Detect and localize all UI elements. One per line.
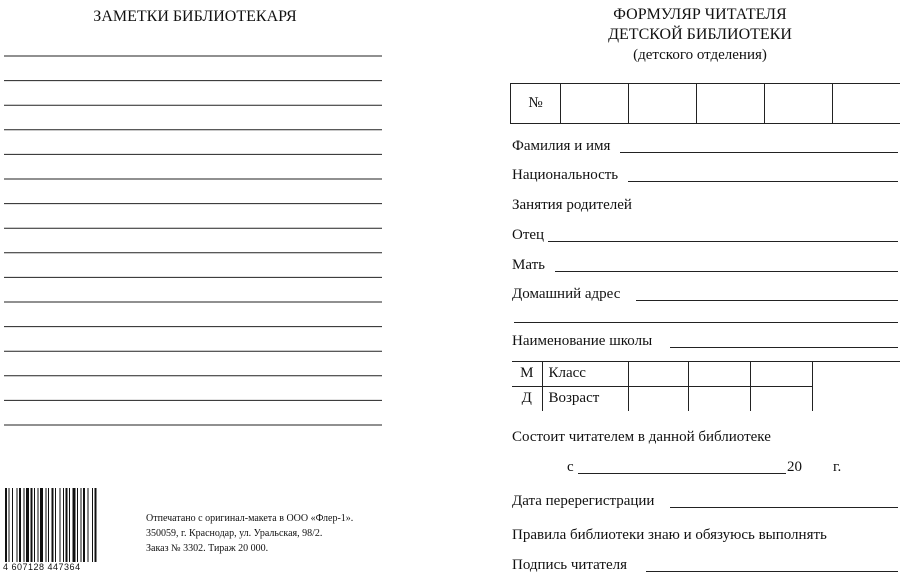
- imprint: [146, 511, 353, 556]
- age-cell[interactable]: [628, 386, 688, 411]
- reader-number-cell[interactable]: [765, 84, 833, 124]
- reader-number-label: №: [511, 84, 561, 124]
- nationality-field[interactable]: [628, 181, 898, 182]
- home-address-field[interactable]: [636, 300, 898, 301]
- imprint-line: Заказ № 3302. Тираж 20 000.: [146, 543, 269, 554]
- age-row: [512, 386, 812, 411]
- mother-field[interactable]: [555, 271, 898, 272]
- reader-number-table: [510, 83, 900, 124]
- membership-year-suffix: г.: [833, 459, 842, 475]
- class-cell[interactable]: [628, 361, 688, 386]
- notes-lines: [0, 0, 395, 480]
- reader-signature-label: Подпись читателя: [512, 557, 628, 573]
- form-title: [530, 5, 870, 65]
- age-row-letter: Д: [512, 386, 542, 411]
- reader-number-cell[interactable]: [697, 84, 765, 124]
- parents-occupation-label: Занятия родителей: [512, 197, 632, 213]
- membership-label: Состоит читателем в данной библиотеке: [512, 429, 771, 445]
- rules-statement: Правила библиотеки знаю и обязуюсь выполнять: [512, 527, 827, 543]
- reader-number-cell[interactable]: [561, 84, 629, 124]
- reader-signature-field[interactable]: [646, 571, 898, 572]
- age-cell[interactable]: [750, 386, 812, 411]
- form-title-line: ДЕТСКОЙ БИБЛИОТЕКИ: [608, 26, 792, 43]
- reregistration-field[interactable]: [670, 507, 898, 508]
- membership-since-prefix: с: [567, 459, 574, 475]
- class-age-table: [512, 361, 813, 411]
- imprint-line: 350059, г. Краснодар, ул. Уральская, 98/2.: [146, 528, 323, 539]
- barcode-icon: [3, 488, 115, 564]
- reader-number-cell[interactable]: [833, 84, 900, 124]
- barcode-digits: 4 607128 447364: [3, 562, 81, 572]
- form-title-line: ФОРМУЛЯР ЧИТАТЕЛЯ: [613, 6, 787, 23]
- membership-since-field[interactable]: [578, 473, 786, 474]
- school-name-field[interactable]: [670, 347, 898, 348]
- class-row-label: Класс: [542, 361, 628, 386]
- father-label: Отец: [512, 227, 545, 243]
- age-row-label: Возраст: [542, 386, 628, 411]
- class-row: [512, 361, 812, 386]
- imprint-line: Отпечатано с оригинал-макета в ООО «Флер-1».: [146, 513, 354, 524]
- membership-year-prefix: 20: [787, 459, 802, 475]
- home-address-label: Домашний адрес: [512, 286, 621, 302]
- nationality-label: Национальность: [512, 167, 619, 183]
- form-subtitle: (детского отделения): [633, 47, 767, 63]
- reader-number-cell[interactable]: [629, 84, 697, 124]
- age-cell[interactable]: [688, 386, 750, 411]
- class-cell[interactable]: [750, 361, 812, 386]
- home-address-field-line2[interactable]: [514, 322, 898, 323]
- father-field[interactable]: [548, 241, 898, 242]
- reregistration-label: Дата перерегистрации: [512, 493, 655, 509]
- notes-title: ЗАМЕТКИ БИБЛИОТЕКАРЯ: [93, 8, 297, 25]
- mother-label: Мать: [512, 257, 546, 273]
- name-field[interactable]: [620, 152, 898, 153]
- class-row-letter: М: [512, 361, 542, 386]
- class-cell[interactable]: [688, 361, 750, 386]
- name-label: Фамилия и имя: [512, 138, 611, 154]
- school-name-label: Наименование школы: [512, 333, 653, 349]
